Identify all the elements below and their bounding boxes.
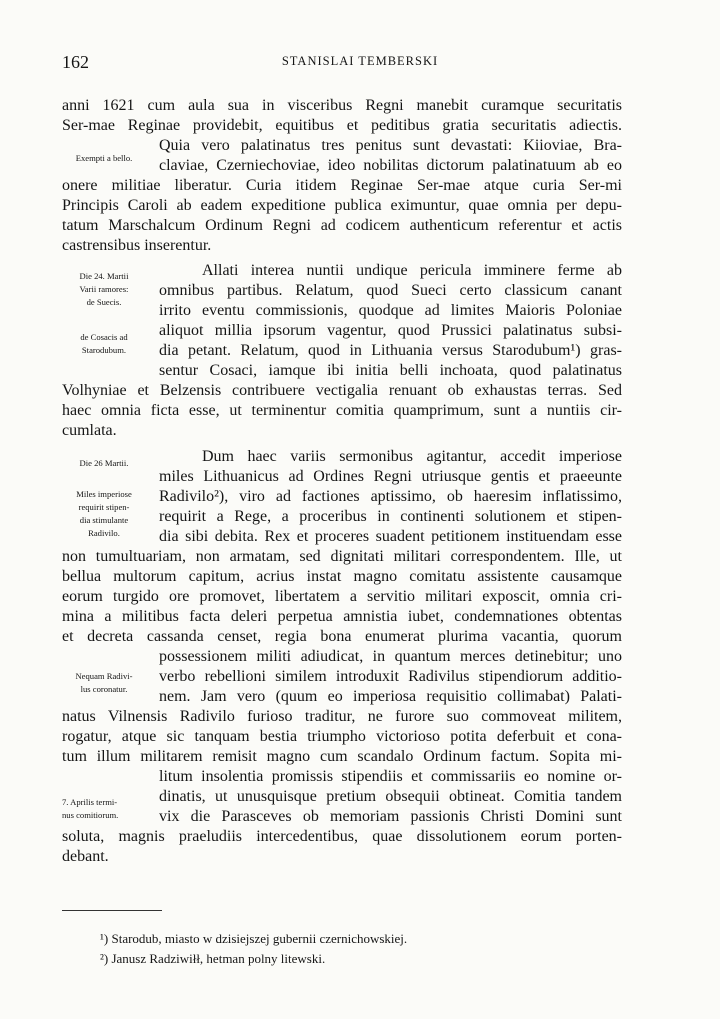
margin-note: de Cosacis ad: [80, 332, 128, 342]
text-line: sentur Cosaci, iamque ibi initia belli inchoata, quod palatinatus: [159, 362, 622, 379]
text-line: rogatur, atque sic tanquam bestia triumpho victorioso potita deferbuit et cona-: [62, 728, 622, 745]
text-line: natus Vilnensis Radivilo furioso traditur, ne furore suo commoveat militem,: [62, 708, 622, 725]
margin-note: lus coronatur.: [80, 684, 128, 694]
margin-note: Exempti a bello.: [75, 153, 133, 163]
text-line: soluta, magnis praeludiis intercedentibus, quae dissolutionem eorum porten-: [62, 828, 622, 845]
text-line: eorum turgido ore promovet, libertatem a servitio militari exposcit, omnia cri-: [62, 588, 622, 605]
text-line: Dum haec variis sermonibus agitantur, accedit imperiose: [202, 448, 622, 465]
text-line: non tumultuariam, non armatam, sed dignitati militari correspondentem. Ille, ut: [62, 548, 622, 565]
margin-note: Varii ramores:: [79, 284, 129, 294]
footnote: ¹) Starodub, miasto w dzisiejszej gubernii czernichowskiej.: [100, 931, 408, 946]
margin-note: Nequam Radivi-: [75, 671, 133, 681]
text-line: dinatis, ut unusquisque pretium obsequii obtineat. Comitia tandem: [159, 788, 622, 805]
margin-note: 7. Aprilis termi-: [62, 797, 118, 807]
margin-note: requirit stipen-: [78, 502, 130, 512]
footnote: ²) Janusz Radziwiłł, hetman polny litewski.: [100, 951, 326, 966]
text-line: dia petant. Relatum, quod in Lithuania versus Starodubum¹) gras-: [159, 342, 622, 359]
text-line: verbo rebellioni similem introduxit Radivilus stipendiorum additio-: [159, 668, 622, 685]
text-line: aliquot millia ipsorum vagentur, quod Prussici palatinatus subsi-: [159, 322, 622, 339]
page-number: 162: [62, 52, 89, 72]
text-line: possessionem militi adiudicat, in quantum merces detinebitur; uno: [159, 648, 622, 665]
text-line: Quia vero palatinatus tres penitus sunt devastati: Kiioviae, Bra-: [159, 137, 622, 154]
text-line: omnibus partibus. Relatum, quod Sueci certo classicum canant: [159, 282, 622, 299]
text-line: et decreta cassanda censet, regia bona enumerat plurima vacantia, quorum: [62, 628, 622, 645]
text-line: Ser-mae Reginae providebit, equitibus et peditibus gratia securitatis adiectis.: [62, 117, 622, 134]
footnote-rule: [62, 910, 162, 911]
text-line: Volhyniae et Belzensis contribuere vectigalia renuant ob exhaustas terras. Sed: [62, 382, 622, 399]
text-line: bellua multorum capitum, acrius instat magno comitatu assistente causamque: [62, 568, 622, 585]
text-line: anni 1621 cum aula sua in visceribus Regni manebit curamque securitatis: [62, 97, 622, 114]
running-head: STANISLAI TEMBERSKI: [281, 54, 439, 68]
margin-note: Die 24. Martii: [79, 271, 129, 281]
margin-note: Miles imperiose: [76, 489, 132, 499]
margin-note: Die 26 Martii.: [79, 458, 129, 468]
text-line: litum insolentia promissis stipendiis et commissariis eo nomine or-: [159, 768, 622, 785]
text-line: Principis Caroli ab eadem expeditione publica eximuntur, quae omnia per depu-: [62, 197, 622, 214]
text-line: vix die Parasceves ob memoriam passionis Christi Domini sunt: [159, 808, 622, 825]
text-line: irrito eventu commissionis, quodque ad limites Maioris Poloniae: [159, 302, 622, 319]
text-line: onere militiae liberatur. Curia itidem Reginae Ser-mae atque curia Ser-mi: [62, 177, 622, 194]
text-line: requirit a Rege, a proceribus in continenti solutionem et stipen-: [159, 508, 622, 525]
margin-note: Radivilo.: [88, 528, 120, 538]
text-line: castrensibus inserentur.: [62, 237, 212, 254]
text-line: nem. Jam vero (quum eo imperiosa requisitio collimabat) Palati-: [159, 688, 622, 705]
text-line: claviae, Czerniechoviae, ideo nobilitas dictorum palatinatuum ab eo: [159, 157, 622, 174]
text-line: Radivilo²), viro ad factiones aptissimo, ob haeresim inflatissimo,: [159, 488, 622, 505]
text-line: haec omnia ficta esse, ut terminentur comitia quamprimum, sunt a nuntiis cir-: [62, 402, 622, 419]
text-line: mina a militibus facta deleri perpetua amnistia iubet, condemnationes obtentas: [62, 608, 622, 625]
margin-note: Starodubum.: [81, 345, 127, 355]
margin-note: de Suecis.: [86, 297, 122, 307]
text-line: miles Lithuanicus ad Ordines Regni utriusque gentis et praeeunte: [159, 468, 622, 485]
text-line: debant.: [62, 848, 109, 865]
text-line: tatum Marschalcum Ordinum Regni ad codicem authenticum referentur et actis: [62, 217, 622, 234]
margin-note: dia stimulante: [79, 515, 129, 525]
margin-note: nus comitiorum.: [62, 810, 119, 820]
text-line: dia sibi debita. Rex et proceres suadent petitionem instituendam esse: [159, 528, 622, 545]
text-line: tum illum militarem remisit magno cum scandalo Ordinum factum. Sopita mi-: [62, 748, 622, 765]
text-line: Allati interea nuntii undique pericula imminere ferme ab: [202, 262, 622, 279]
text-line: cumlata.: [62, 422, 117, 439]
